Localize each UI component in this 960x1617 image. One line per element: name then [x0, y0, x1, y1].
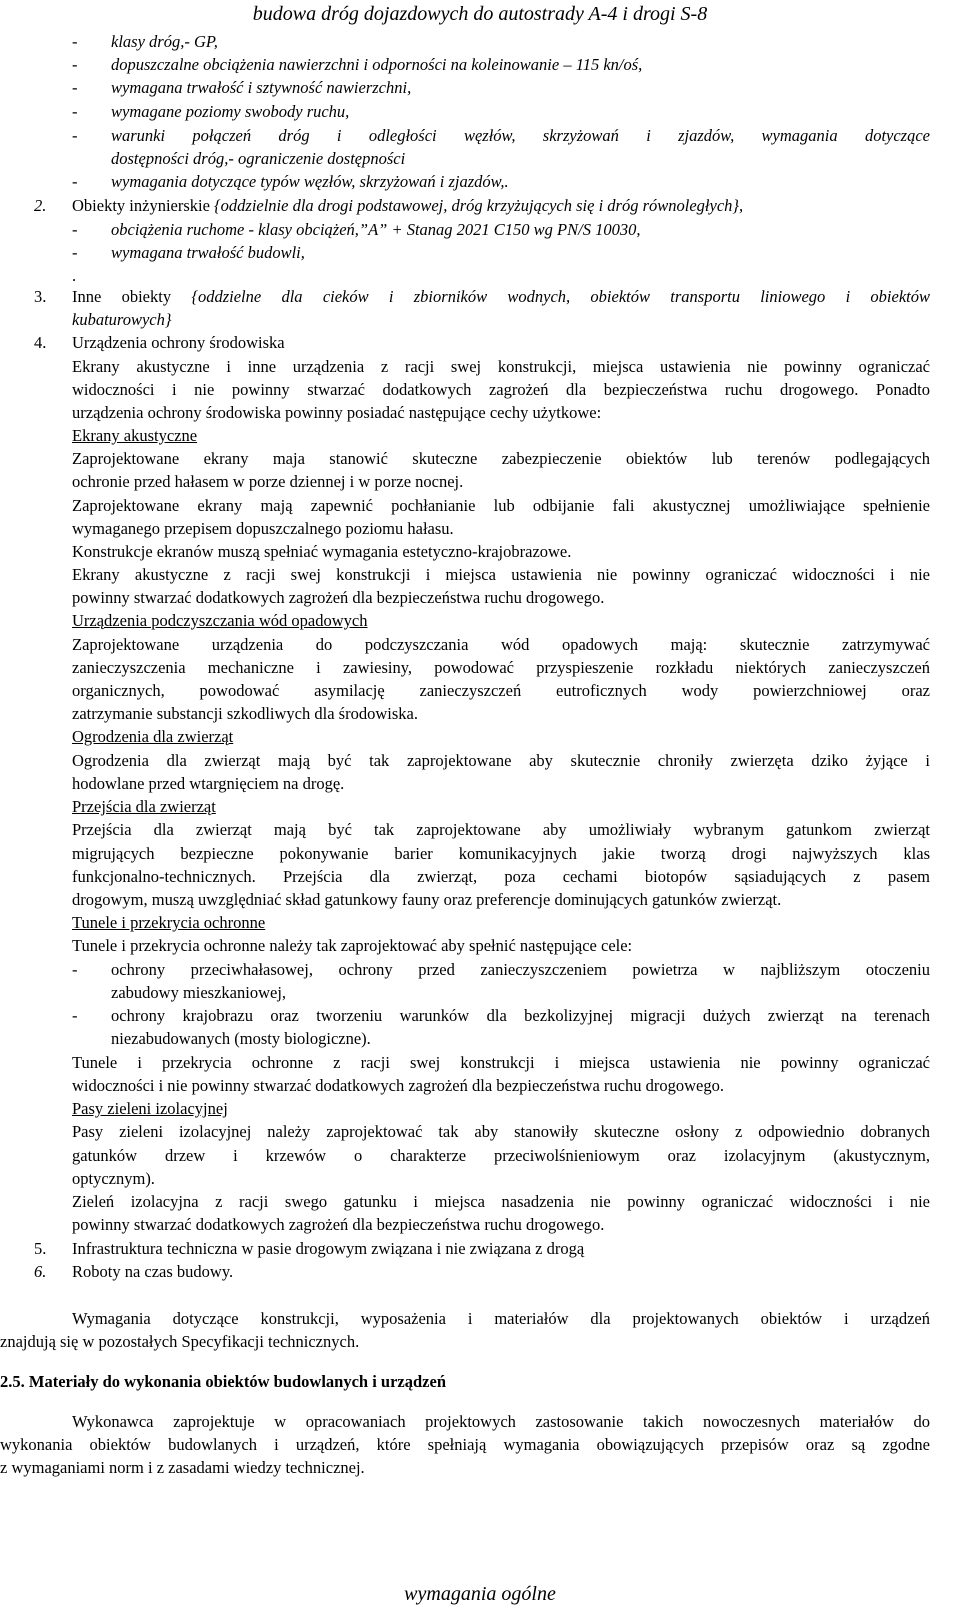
subheading-pasy: Pasy zieleni izolacyjnej [72, 1099, 228, 1118]
paragraph-line: Zaprojektowane ekrany mają zapewnić pochłanianie lub odbijanie fali akustycznej umożliwiające spełnienie [72, 496, 930, 515]
paragraph-line: Tunele i przekrycia ochronne należy tak zaprojektować aby spełnić następujące cele: [72, 936, 633, 955]
item-lead: Obiekty inżynierskie [72, 196, 215, 215]
paragraph-line: migrujących bezpieczne pokonywanie barier komunikacyjnych jakie tworzą drogi najwyższych klas [72, 844, 930, 863]
list-item: obciążenia ruchome - klasy obciążeń,”A” + Stanag 2021 C150 wg PN/S 10030, [111, 220, 641, 239]
paragraph-line: powinny stwarzać dodatkowych zagrożeń dla bezpieczeństwa ruchu drogowego. [72, 588, 605, 607]
list-item: wymagania dotyczące typów węzłów, skrzyżowań i zjazdów,. [111, 172, 509, 191]
page-footer: wymagania ogólne [404, 1583, 556, 1605]
paragraph-line: organicznych, powodować asymilację zanieczyszczeń eutroficznych wody powierzchniowej oraz [72, 681, 930, 700]
list-item: ochrony krajobrazu oraz tworzeniu warunków dla bezkolizyjnej migracji dużych zwierząt na terenach [111, 1006, 930, 1025]
paragraph-line: Ekrany akustyczne z racji swej konstrukcji i miejsca ustawienia nie powinny ograniczać widoczności i nie [72, 565, 930, 584]
list-item-continuation: dostępności dróg,- ograniczenie dostępności [111, 149, 406, 168]
paragraph-line: Przejścia dla zwierząt mają być tak zaprojektowane aby umożliwiały wybranym gatunkom zwierząt [72, 820, 930, 839]
paragraph-line: Konstrukcje ekranów muszą spełniać wymagania estetyczno-krajobrazowe. [72, 542, 572, 561]
subheading-tunele: Tunele i przekrycia ochronne [72, 913, 266, 932]
list-item: dopuszczalne obciążenia nawierzchni i odporności na koleinowanie – 115 kn/oś, [111, 55, 643, 74]
dash: - [72, 126, 78, 145]
paragraph-line: z wymaganiami norm i z zasadami wiedzy technicznej. [0, 1458, 365, 1477]
paragraph-line: optycznym). [72, 1169, 155, 1188]
paragraph-line: znajdują się w pozostałych Specyfikacji technicznych. [0, 1332, 360, 1351]
paragraph-line: Zieleń izolacyjna z racji swego gatunku i miejsca nasadzenia nie powinny ograniczać widoczności i nie [72, 1192, 930, 1211]
paragraph-line: zanieczyszczenia mechaniczne i zawiesiny, powodować przyspieszenie rozkładu niektórych zanieczyszczeń [72, 658, 930, 677]
item-number: 3. [34, 287, 47, 306]
dash: - [72, 172, 78, 191]
subheading-ekrany: Ekrany akustyczne [72, 426, 198, 445]
paragraph-line: Wymagania dotyczące konstrukcji, wyposażenia i materiałów dla projektowanych obiektów i urządzeń [72, 1309, 930, 1328]
paragraph-line: widoczności i nie powinny stwarzać dodatkowych zagrożeń dla bezpieczeństwa ruchu drogowego. Ponadto [72, 380, 930, 399]
item-number: 6. [34, 1262, 47, 1281]
paragraph-line: funkcjonalno-technicznych. Przejścia dla zwierząt, poza cechami biotopów sąsiadujących z pasem [72, 867, 930, 886]
paragraph-line: drogowym, muszą uwzględniać skład gatunkowy fauny oraz preferencje dominujących gatunków zwierząt. [72, 890, 782, 909]
paragraph-line: wymaganego przepisem dopuszczalnego poziomu hałasu. [72, 519, 454, 538]
paragraph-line: Wykonawca zaprojektuje w opracowaniach projektowych zastosowanie takich nowoczesnych materiałów do [72, 1412, 930, 1431]
list-item: wymagana trwałość i sztywność nawierzchni, [111, 78, 412, 97]
paragraph-line: Tunele i przekrycia ochronne z racji swej konstrukcji i miejsca ustawienia nie powinny ograniczać [72, 1053, 930, 1072]
page-header: budowa dróg dojazdowych do autostrady A-4 i drogi S-8 [252, 3, 708, 25]
item-detail: {oddzielnie dla drogi podstawowej, dróg krzyżujących się i dróg równoległych}, [214, 196, 744, 215]
list-item: wymagana trwałość budowli, [111, 243, 305, 262]
dash: - [72, 78, 78, 97]
subheading-ogrodzenia: Ogrodzenia dla zwierząt [72, 727, 234, 746]
paragraph-line: urządzenia ochrony środowiska powinny posiadać następujące cechy użytkowe: [72, 403, 602, 422]
dash: - [72, 102, 78, 121]
dash: - [72, 220, 78, 239]
list-item: klasy dróg,- GP, [111, 32, 218, 51]
item-title: Urządzenia ochrony środowiska [72, 333, 285, 352]
item-number: 5. [34, 1239, 47, 1258]
stray-dot: . [72, 266, 77, 285]
paragraph-line: powinny stwarzać dodatkowych zagrożeń dla bezpieczeństwa ruchu drogowego. [72, 1215, 605, 1234]
subheading-przejscia: Przejścia dla zwierząt [72, 797, 216, 816]
paragraph-line: wykonania obiektów budowlanych i urządzeń, które spełniają wymagania obowiązujących przepisów oraz są zgodne [0, 1435, 930, 1454]
list-item: ochrony przeciwhałasowej, ochrony przed zanieczyszczeniem powietrza w najbliższym otoczeniu [111, 960, 930, 979]
paragraph-line: Pasy zieleni izolacyjnej należy zaprojektować tak aby stanowiły skuteczne osłony z odpowiednio dobranych [72, 1122, 930, 1141]
section-heading: 2.5. Materiały do wykonania obiektów budowlanych i urządzeń [0, 1372, 446, 1391]
paragraph-line: zatrzymanie substancji szkodliwych dla środowiska. [72, 704, 418, 723]
list-item: wymagane poziomy swobody ruchu, [111, 102, 350, 121]
subheading-wody: Urządzenia podczyszczania wód opadowych [72, 611, 368, 630]
paragraph-line: Ekrany akustyczne i inne urządzenia z racji swej konstrukcji, miejsca ustawienia nie powinny ograniczać [72, 357, 930, 376]
paragraph-line: widoczności i nie powinny stwarzać dodatkowych zagrożeń dla bezpieczeństwa ruchu drogowego. [72, 1076, 724, 1095]
paragraph-line: Zaprojektowane ekrany maja stanowić skuteczne zabezpieczenie obiektów lub terenów podlegających [72, 449, 930, 468]
list-item-continuation: zabudowy mieszkaniowej, [111, 983, 287, 1002]
item-text: Roboty na czas budowy. [72, 1262, 234, 1281]
dash: - [72, 243, 78, 262]
list-item-continuation: niezabudowanych (mosty biologiczne). [111, 1029, 371, 1048]
dash: - [72, 1006, 78, 1025]
item-number: 2. [34, 196, 47, 215]
paragraph-line: gatunków drzew i krzewów o charakterze przeciwolśnieniowym oraz izolacyjnym (akustycznym, [72, 1146, 930, 1165]
item-detail-continuation: kubaturowych} [72, 310, 172, 329]
item-number: 4. [34, 333, 47, 352]
list-item: warunki połączeń dróg i odległości węzłów, skrzyżowań i zjazdów, wymagania dotyczące [111, 126, 930, 145]
dash: - [72, 55, 78, 74]
dash: - [72, 32, 78, 51]
paragraph-line: Ogrodzenia dla zwierząt mają być tak zaprojektowane aby skutecznie chroniły zwierzęta dziko żyjące i [72, 751, 930, 770]
item-lead: Inne obiekty [72, 287, 192, 306]
dash: - [72, 960, 78, 979]
item-text: Infrastruktura techniczna w pasie drogowym związana i nie związana z drogą [72, 1239, 585, 1258]
paragraph-line: hodowlane przed wtargnięciem na drogę. [72, 774, 345, 793]
paragraph-line: ochronie przed hałasem w porze dziennej i w porze nocnej. [72, 472, 464, 491]
item-text [72, 285, 930, 308]
item-text [72, 194, 743, 217]
paragraph-line: Zaprojektowane urządzenia do podczyszczania wód opadowych mają: skutecznie zatrzymywać [72, 635, 930, 654]
item-detail: {oddzielne dla cieków i zbiorników wodnych, obiektów transportu liniowego i obiektów [191, 287, 931, 306]
